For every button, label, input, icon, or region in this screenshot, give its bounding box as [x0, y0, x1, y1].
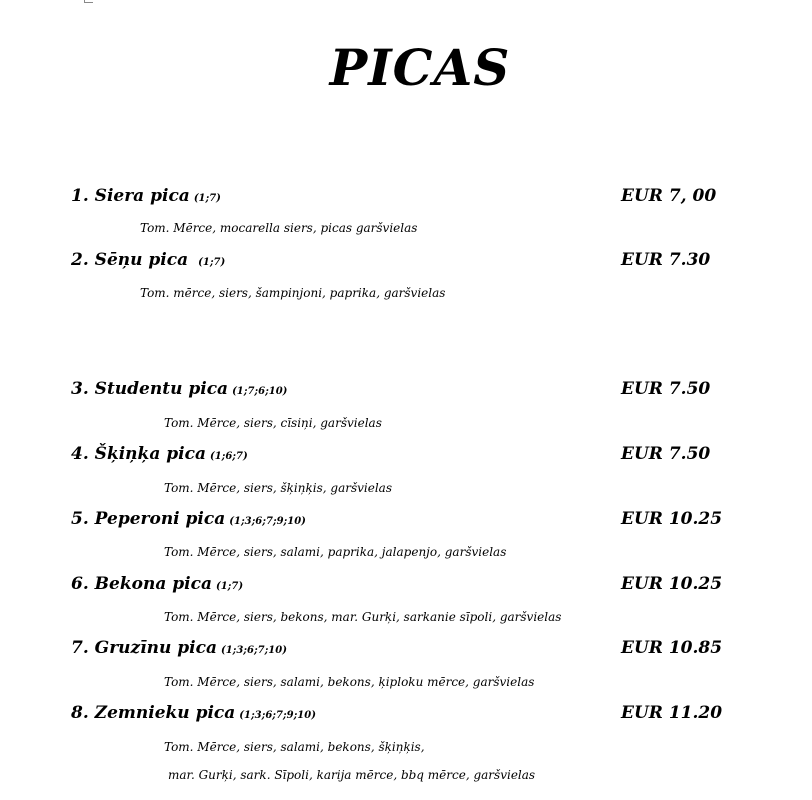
- item-description-7: Tom. Mērce, siers, salami, bekons, ķiploku mērce, garšvielas: [164, 675, 535, 689]
- item-price-8: EUR 11.20: [621, 703, 723, 723]
- item-price-2: EUR 7.30: [621, 250, 711, 270]
- item-name: Sēņu pica: [94, 250, 189, 270]
- item-allergen-codes: (1;3;6;7;9;10): [239, 710, 316, 721]
- item-allergen-codes: (1;6;7): [209, 451, 248, 462]
- item-description-2: Tom. mērce, siers, šampinjoni, paprika, garšvielas: [140, 286, 446, 300]
- menu-item-8: [71, 703, 316, 723]
- item-number: 3.: [71, 379, 89, 399]
- item-description-3: Tom. Mērce, siers, cīsiņi, garšvielas: [164, 416, 382, 430]
- item-allergen-codes: (1;7;6;10): [232, 386, 288, 397]
- item-price-4: EUR 7.50: [621, 444, 711, 464]
- item-description-8-line-1: Tom. Mērce, siers, salami, bekons, šķiņķis,: [164, 740, 425, 754]
- item-allergen-codes: (1;7): [215, 581, 244, 592]
- item-price-7: EUR 10.85: [621, 638, 723, 658]
- item-name: Studentu pica: [94, 379, 229, 399]
- menu-item-3: [71, 379, 287, 399]
- item-description-5: Tom. Mērce, siers, salami, paprika, jalapenjo, garšvielas: [164, 545, 507, 559]
- item-number: 5.: [71, 509, 89, 529]
- item-number: 1.: [71, 186, 89, 206]
- item-price-3: EUR 7.50: [621, 379, 711, 399]
- item-name: Bekona pica: [94, 574, 212, 594]
- item-name: Zemnieku pica: [94, 703, 236, 723]
- corner-mark: [84, 0, 93, 3]
- item-allergen-codes: (1;7): [198, 257, 226, 268]
- item-description-8-line-2: mar. Gurķi, sark. Sīpoli, karija mērce, bbq mērce, garšvielas: [168, 768, 536, 782]
- menu-item-5: [71, 509, 306, 529]
- item-allergen-codes: (1;3;6;7;10): [220, 645, 287, 656]
- menu-item-4: [71, 444, 248, 464]
- item-description-6: Tom. Mērce, siers, bekons, mar. Gurķi, sarkanie sīpoli, garšvielas: [164, 610, 562, 624]
- page-title: PICAS: [329, 38, 511, 97]
- item-number: 7.: [71, 638, 89, 658]
- item-description-4: Tom. Mērce, siers, šķiņķis, garšvielas: [164, 481, 392, 495]
- item-number: 2.: [71, 250, 89, 270]
- item-price-1: EUR 7, 00: [621, 186, 717, 206]
- item-allergen-codes: (1;3;6;7;9;10): [229, 516, 306, 527]
- item-allergen-codes: (1;7): [193, 193, 221, 204]
- item-name: Siera pica: [94, 186, 190, 206]
- menu-item-7: [71, 638, 287, 658]
- item-number: 6.: [71, 574, 89, 594]
- item-name: Šķiņķa pica: [94, 444, 206, 464]
- menu-item-6: [71, 574, 243, 594]
- item-price-5: EUR 10.25: [621, 509, 723, 529]
- item-price-6: EUR 10.25: [621, 574, 723, 594]
- item-description-1: Tom. Mērce, mocarella siers, picas garšvielas: [140, 221, 418, 235]
- item-number: 4.: [71, 444, 89, 464]
- menu-item-2: [71, 250, 225, 270]
- item-name: Gruzīnu pica: [94, 638, 217, 658]
- menu-item-1: [71, 186, 221, 206]
- item-name: Peperoni pica: [94, 509, 226, 529]
- item-number: 8.: [71, 703, 89, 723]
